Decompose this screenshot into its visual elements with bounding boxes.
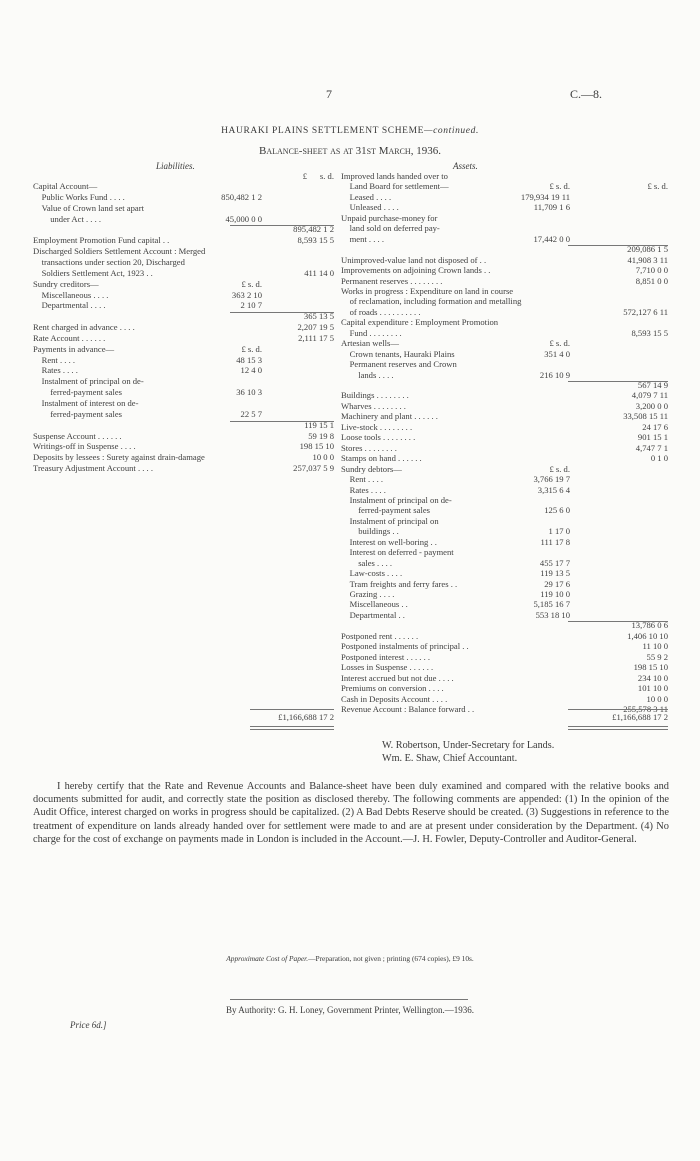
- liabilities-amount-value: 257,037 5 9: [293, 463, 334, 474]
- assets-subtotal-value: 111 17 8: [540, 536, 570, 547]
- liabilities-line-label: Public Works Fund . . . .: [33, 191, 125, 202]
- liabilities-subtotal-value: 12 4 0: [240, 365, 262, 376]
- assets-total-rule-bottom: [568, 726, 668, 727]
- assets-amount-value: 255,578 3 11: [623, 703, 668, 714]
- assets-amount-value: 11 10 0: [642, 641, 668, 652]
- liabilities-line-label: Capital Account—: [33, 181, 98, 191]
- liabilities-line-label: Instalment of interest on de-: [33, 398, 139, 408]
- liabilities-line-label: Instalment of principal on de-: [33, 376, 144, 387]
- liabilities-subtotal-value: 36 10 3: [236, 387, 262, 398]
- assets-line-label: Permanent reserves . . . . . . . .: [341, 275, 443, 286]
- liabilities-currency-header: £ s. d.: [302, 171, 334, 181]
- assets-amount-value: 8,593 15 5: [631, 327, 668, 338]
- liabilities-line-label: Employment Promotion Fund capital . .: [33, 235, 170, 246]
- assets-line-label: Interest on deferred - payment: [341, 547, 454, 558]
- liabilities-subtotal-value: 48 15 3: [236, 354, 262, 365]
- assets-line-label: Permanent reserves and Crown: [341, 359, 457, 370]
- liabilities-subtotal-value: 22 5 7: [240, 408, 262, 419]
- assets-amount-value: 0 1 0: [650, 453, 668, 464]
- page-number: 7: [326, 87, 332, 101]
- liabilities-amount-value: 10 0 0: [312, 452, 334, 463]
- liabilities-line-label: Rates . . . .: [33, 365, 78, 376]
- assets-subtotal-value: £ s. d.: [549, 463, 570, 474]
- assets-subtotal-value: 119 10 0: [540, 589, 570, 599]
- liabilities-line-label: Value of Crown land set apart: [33, 202, 144, 213]
- assets-total-rule-bottom2: [568, 729, 668, 730]
- assets-line-label: Tram freights and ferry fares . .: [341, 578, 458, 589]
- assets-line-label: Works in progress : Expenditure on land in course: [341, 285, 514, 296]
- assets-line-label: Cash in Deposits Account . . . .: [341, 693, 448, 704]
- liabilities-heading: Liabilities.: [156, 161, 195, 171]
- liabilities-line-label: Writings-off in Suspense . . . .: [33, 441, 136, 452]
- assets-subtotal-value: 3,315 6 4: [537, 484, 570, 495]
- assets-line-label: Law-costs . . . .: [341, 568, 403, 579]
- assets-line-label: Capital expenditure : Employment Promotion: [341, 317, 499, 328]
- liabilities-line-label: Payments in advance—: [33, 343, 115, 354]
- assets-subtotal-value: 3,766 19 7: [533, 474, 570, 485]
- assets-line-label: Fund . . . . . . . .: [341, 327, 402, 338]
- assets-line-label: Stores . . . . . . . .: [341, 442, 397, 453]
- assets-subtotal-value: £ s. d.: [549, 181, 570, 192]
- liabilities-line-label: Discharged Soldiers Settlement Account : Merged: [33, 246, 206, 257]
- assets-amount-value: 24 17 6: [642, 421, 668, 432]
- assets-subtotal-value: 119 13 5: [540, 568, 570, 579]
- document-reference: C.—8.: [570, 87, 603, 101]
- assets-line-label: Unimproved-value land not disposed of . .: [341, 254, 487, 265]
- liabilities-amount-value: 2,111 17 5: [298, 332, 334, 343]
- assets-line-label: of roads . . . . . . . . . .: [341, 306, 421, 317]
- assets-subtotal-value: 351 4 0: [544, 348, 570, 359]
- liabilities-line-label: Suspense Account . . . . . .: [33, 430, 122, 441]
- balance-sheet-subtitle: Balance-sheet as at 31st March, 1936.: [259, 145, 441, 157]
- liabilities-amount-value: 411 14 0: [304, 267, 334, 278]
- assets-amount-value: £ s. d.: [647, 181, 668, 192]
- assets-line-label: ferred-payment sales: [341, 505, 431, 516]
- assets-amount-value: 209,086 1 5: [627, 244, 668, 255]
- assets-line-label: land sold on deferred pay-: [341, 223, 440, 234]
- assets-amount-value: 4,747 7 1: [635, 442, 668, 453]
- assets-line-label: Unpaid purchase-money for: [341, 212, 438, 223]
- assets-amount-value: 7,710 0 0: [635, 265, 668, 276]
- assets-line-label: Rates . . . .: [341, 484, 386, 495]
- assets-amount-value: 567 14 9: [637, 380, 668, 390]
- statement-title: [0, 126, 700, 136]
- assets-amount-value: 572,127 6 11: [623, 306, 668, 317]
- assets-amount-value: 33,508 15 11: [623, 411, 668, 422]
- liabilities-total: £1,166,688 17 2: [278, 712, 334, 722]
- assets-amount-value: 3,200 0 0: [635, 400, 668, 411]
- cost-label: Approximate Cost of Paper.: [226, 954, 309, 963]
- liabilities-line-label: Treasury Adjustment Account . . . .: [33, 463, 153, 474]
- liabilities-subtotal-value: 363 2 10: [231, 289, 262, 300]
- assets-line-label: Interest on well-boring . .: [341, 536, 437, 547]
- assets-amount-value: 234 10 0: [637, 672, 668, 683]
- assets-line-label: Machinery and plant . . . . . .: [341, 411, 438, 422]
- liabilities-line-label: Miscellaneous . . . .: [33, 289, 109, 300]
- liabilities-line-label: Rate Account . . . . . .: [33, 332, 106, 343]
- assets-line-label: Grazing . . . .: [341, 589, 395, 599]
- assets-column: [0, 171, 700, 731]
- assets-heading: Assets.: [453, 161, 478, 171]
- assets-amount-value: 4,079 7 11: [631, 390, 668, 401]
- printer-authority: By Authority: G. H. Loney, Government Printer, Wellington.—1936.: [226, 1005, 474, 1015]
- liabilities-amount-value: 895,482 1 2: [293, 224, 334, 235]
- liabilities-line-label: Deposits by lessees : Surety against drain-damage: [33, 452, 205, 463]
- liabilities-subtotal-value: 2 10 7: [240, 300, 262, 311]
- assets-line-label: Postponed rent . . . . . .: [341, 630, 419, 641]
- assets-line-label: Revenue Account : Balance forward . .: [341, 703, 475, 714]
- assets-amount-value: 55 9 2: [646, 651, 668, 662]
- liabilities-subtotal-value: 45,000 0 0: [225, 213, 262, 224]
- assets-line-label: Losses in Suspense . . . . . .: [341, 662, 434, 673]
- signature-shaw: Wm. E. Shaw, Chief Accountant.: [382, 753, 518, 764]
- assets-subtotal-value: 17,442 0 0: [533, 233, 570, 244]
- assets-subtotal-value: 29 17 6: [544, 578, 570, 589]
- assets-total-rule-top: [568, 709, 668, 710]
- assets-line-label: Stamps on hand . . . . . .: [341, 453, 422, 464]
- liabilities-line-label: Departmental . . . .: [33, 300, 106, 311]
- assets-sum-rule: [568, 245, 668, 246]
- liabilities-line-label: Soldiers Settlement Act, 1923 . .: [33, 267, 153, 278]
- liabilities-line-label: Rent charged in advance . . . .: [33, 322, 135, 333]
- assets-amount-value: 1,406 10 10: [627, 630, 668, 641]
- liabilities-amount-value: 198 15 10: [299, 441, 334, 452]
- assets-line-label: sales . . . .: [341, 557, 393, 568]
- assets-line-label: Land Board for settlement—: [341, 181, 449, 192]
- audit-certificate: I hereby certify that the Rate and Revenue Accounts and Balance-sheet have been duly examined and compared with the relative books and documents submitted for audit, and correctly state the position as disclosed thereby. The following comments are appended: (1) In the opinion of the Audit Office, interest charged on works in progress should be capitalized. (2) A Bad Debts Reserve should be created. (3) Suggestions in reference to the treatment of expenditure on lands already handed over for settlement were made to and are at present under consideration by the Department. (4) No charge for the cost of exchange on payments made in London is included in the Account.—J. H. Fowler, Deputy-Controller and Auditor-General.: [33, 781, 669, 845]
- assets-sum-rule: [568, 621, 668, 622]
- assets-line-label: Unleased . . . .: [341, 202, 399, 213]
- liabilities-line-label: transactions under section 20, Discharged: [33, 256, 185, 267]
- assets-line-label: Rent . . . .: [341, 474, 384, 485]
- signature-robertson: W. Robertson, Under-Secretary for Lands.: [382, 740, 555, 751]
- footer-rule: [230, 999, 468, 1000]
- assets-line-label: Crown tenants, Hauraki Plains: [341, 348, 455, 359]
- liabilities-line-label: under Act . . . .: [33, 213, 102, 224]
- assets-line-label: Wharves . . . . . . . .: [341, 400, 406, 411]
- assets-line-label: Artesian wells—: [341, 338, 399, 349]
- assets-line-label: Buildings . . . . . . . .: [341, 390, 409, 401]
- assets-line-label: lands . . . .: [341, 369, 394, 380]
- liabilities-total-rule-top: [250, 709, 334, 710]
- assets-line-label: Sundry debtors—: [341, 463, 402, 474]
- assets-amount-value: 101 10 0: [637, 683, 668, 694]
- assets-subtotal-value: 553 18 10: [535, 609, 570, 620]
- assets-sum-rule: [568, 381, 668, 382]
- liabilities-subtotal-value: £ s. d.: [241, 278, 262, 289]
- liabilities-total-rule-bottom2: [250, 729, 334, 730]
- title-continued: —continued.: [424, 126, 479, 136]
- assets-amount-value: 41,908 3 11: [627, 254, 668, 265]
- liabilities-subtotal-value: 850,482 1 2: [221, 191, 262, 202]
- liabilities-subtotal-value: £ s. d.: [241, 343, 262, 354]
- assets-line-label: Improved lands handed over to: [341, 171, 448, 181]
- assets-subtotal-value: 125 6 0: [544, 505, 570, 516]
- assets-line-label: Premiums on conversion . . . .: [341, 683, 444, 694]
- assets-amount-value: 13,786 0 6: [631, 620, 668, 631]
- assets-subtotal-value: 5,185 16 7: [533, 599, 570, 610]
- assets-line-label: Improvements on adjoining Crown lands . .: [341, 265, 491, 276]
- assets-subtotal-value: £ s. d.: [549, 338, 570, 349]
- assets-subtotal-value: 11,709 1 6: [533, 202, 570, 213]
- assets-subtotal-value: 455 17 7: [539, 557, 570, 568]
- assets-subtotal-value: 1 17 0: [548, 526, 570, 537]
- assets-line-label: Instalment of principal on de-: [341, 494, 452, 505]
- assets-amount-value: 198 15 10: [633, 662, 668, 673]
- liabilities-amount-value: 8,593 15 5: [297, 235, 334, 246]
- assets-amount-value: 901 15 1: [637, 432, 668, 443]
- assets-amount-value: 10 0 0: [646, 693, 668, 704]
- assets-line-label: of reclamation, including formation and metalling: [341, 296, 522, 307]
- liabilities-amount-value: 119 15 1: [304, 419, 334, 430]
- cost-of-paper-note: [0, 954, 700, 963]
- assets-subtotal-value: 216 10 9: [539, 369, 570, 380]
- liabilities-amount-value: 2,207 19 5: [297, 322, 334, 333]
- price: Price 6d.]: [70, 1020, 107, 1030]
- liabilities-amount-value: 365 13 5: [303, 311, 334, 322]
- assets-line-label: Instalment of principal on: [341, 515, 439, 526]
- liabilities-line-label: Rent . . . .: [33, 354, 76, 365]
- assets-line-label: Leased . . . .: [341, 191, 392, 202]
- assets-line-label: ment . . . .: [341, 233, 384, 244]
- assets-subtotal-value: 179,934 19 11: [520, 191, 570, 202]
- liabilities-line-label: Sundry creditors—: [33, 278, 99, 289]
- liabilities-total-rule-bottom: [250, 726, 334, 727]
- assets-total: £1,166,688 17 2: [612, 712, 668, 722]
- assets-line-label: Miscellaneous . .: [341, 599, 408, 610]
- assets-line-label: Loose tools . . . . . . . .: [341, 432, 416, 443]
- liabilities-amount-value: 59 19 8: [308, 430, 334, 441]
- cost-text: —Preparation, not given ; printing (674 copies), £9 10s.: [308, 954, 474, 963]
- assets-line-label: Postponed instalments of principal . .: [341, 641, 469, 652]
- assets-line-label: Postponed interest . . . . . .: [341, 651, 431, 662]
- assets-line-label: Live-stock . . . . . . . .: [341, 421, 413, 432]
- assets-line-label: Departmental . .: [341, 609, 405, 620]
- liabilities-line-label: ferred-payment sales: [33, 408, 123, 419]
- title-main: HAURAKI PLAINS SETTLEMENT SCHEME: [221, 126, 425, 136]
- liabilities-line-label: ferred-payment sales: [33, 387, 123, 398]
- assets-line-label: buildings . .: [341, 526, 399, 537]
- assets-line-label: Interest accrued but not due . . . .: [341, 672, 454, 683]
- assets-amount-value: 8,851 0 0: [635, 275, 668, 286]
